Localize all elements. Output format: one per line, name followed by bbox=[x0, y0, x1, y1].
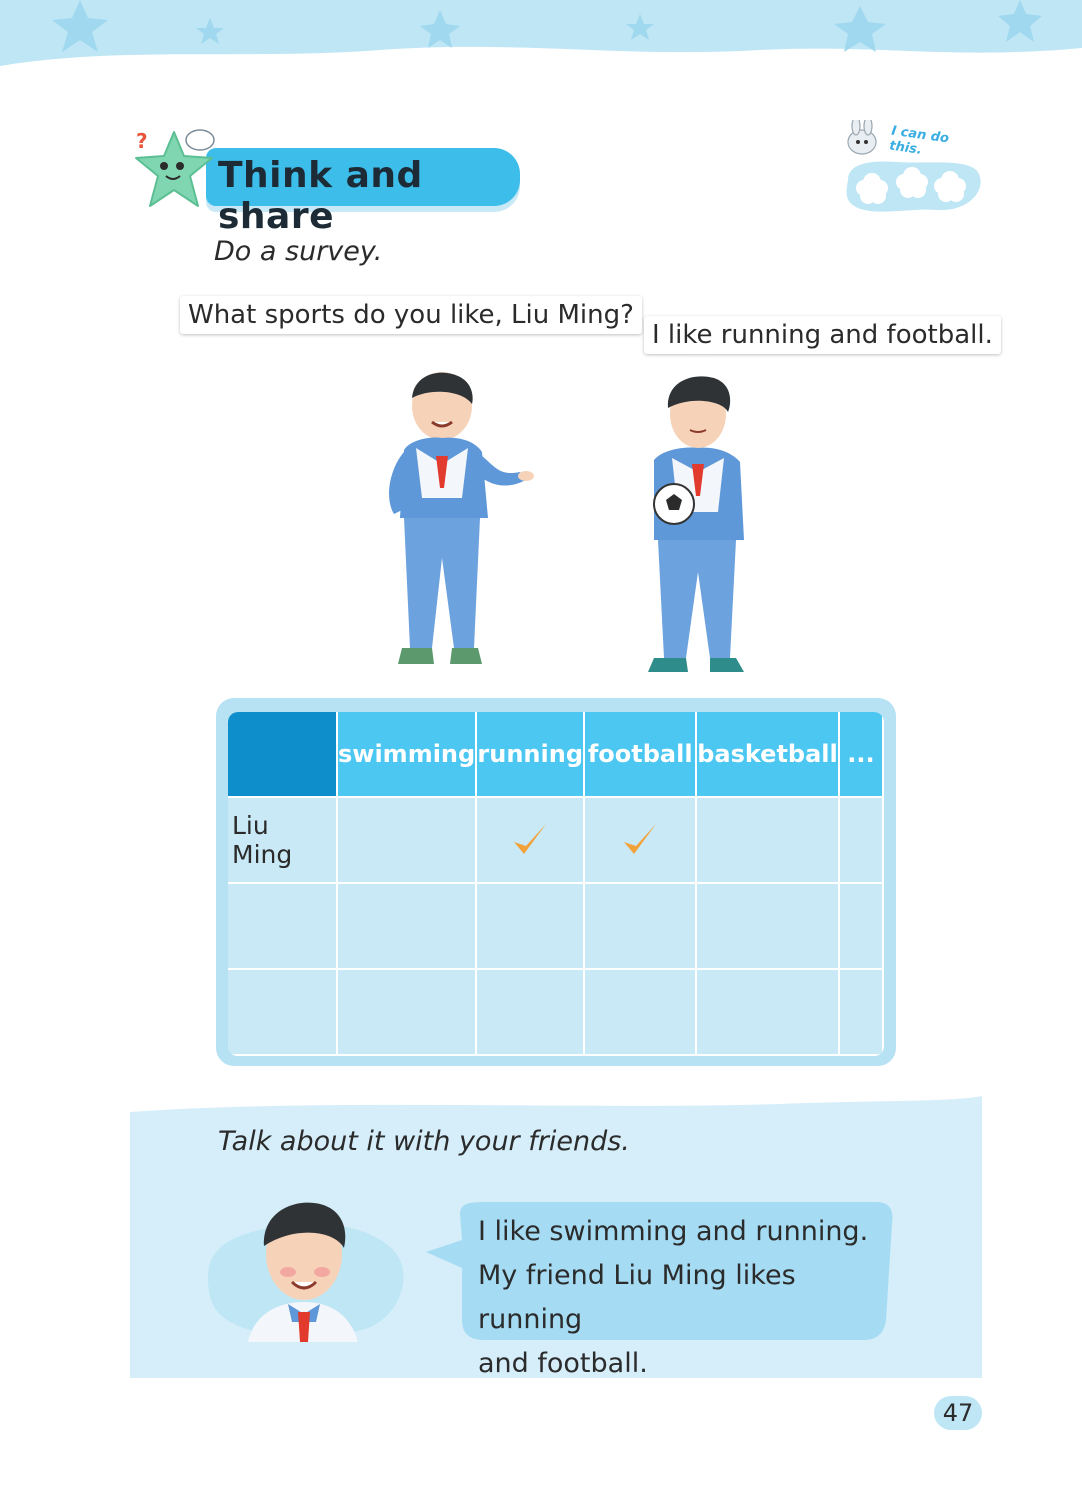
column-header-running: running bbox=[477, 712, 585, 798]
table-cell[interactable] bbox=[477, 884, 585, 970]
row-name-cell: Liu Ming bbox=[228, 798, 338, 884]
talk-line: and football. bbox=[478, 1348, 648, 1379]
column-header-football: football bbox=[585, 712, 697, 798]
survey-table-panel bbox=[216, 698, 896, 1066]
table-cell[interactable] bbox=[840, 798, 884, 884]
talk-speech-bubble bbox=[424, 1200, 894, 1379]
survey-table bbox=[228, 712, 884, 1056]
survey-instruction: Do a survey. bbox=[214, 236, 383, 267]
table-cell[interactable] bbox=[338, 970, 477, 1056]
table-cell[interactable] bbox=[338, 798, 477, 884]
table-cell[interactable] bbox=[338, 884, 477, 970]
table-cell[interactable] bbox=[585, 970, 697, 1056]
page-number: 47 bbox=[934, 1396, 982, 1430]
can-do-badge-text: I can do this. bbox=[888, 123, 950, 158]
can-do-badge bbox=[838, 120, 984, 216]
table-cell[interactable] bbox=[840, 884, 884, 970]
table-cell[interactable] bbox=[477, 970, 585, 1056]
row-name-cell[interactable] bbox=[228, 884, 338, 970]
talk-instruction: Talk about it with your friends. bbox=[218, 1126, 630, 1157]
table-row bbox=[228, 970, 884, 1056]
section-header bbox=[128, 126, 528, 237]
table-row bbox=[228, 798, 884, 884]
table-cell[interactable] bbox=[477, 798, 585, 884]
table-cell[interactable] bbox=[585, 798, 697, 884]
answer-speech-bubble: I like running and football. bbox=[644, 316, 1001, 354]
checkmark-icon bbox=[510, 820, 550, 860]
boy-portrait-illustration bbox=[198, 1196, 408, 1342]
column-header-basketball: basketball bbox=[697, 712, 840, 798]
table-cell[interactable] bbox=[840, 970, 884, 1056]
table-cell[interactable] bbox=[697, 970, 840, 1056]
section-title: Think and share bbox=[218, 155, 423, 237]
answer-bubble-tail bbox=[688, 358, 708, 372]
table-corner-cell bbox=[228, 712, 338, 798]
star-mascot-icon bbox=[128, 126, 220, 216]
checkmark-icon bbox=[620, 820, 660, 860]
question-speech-bubble: What sports do you like, Liu Ming? bbox=[180, 296, 642, 334]
talk-line: I like swimming and running. bbox=[478, 1216, 869, 1247]
column-header-more: ... bbox=[840, 712, 884, 798]
row-name-cell[interactable] bbox=[228, 970, 338, 1056]
column-header-swimming: swimming bbox=[338, 712, 477, 798]
top-decorative-band bbox=[0, 0, 1082, 90]
liu-ming-illustration bbox=[632, 372, 762, 678]
talk-bubble-text bbox=[478, 1210, 894, 1386]
table-header-row bbox=[228, 712, 884, 798]
table-cell[interactable] bbox=[697, 798, 840, 884]
question-bubble-tail bbox=[432, 338, 452, 352]
table-cell[interactable] bbox=[697, 884, 840, 970]
talk-line: My friend Liu Ming likes running bbox=[478, 1260, 796, 1335]
table-row bbox=[228, 884, 884, 970]
svg-text:?: ? bbox=[136, 129, 148, 153]
boy-asking-illustration bbox=[370, 368, 540, 678]
table-cell[interactable] bbox=[585, 884, 697, 970]
